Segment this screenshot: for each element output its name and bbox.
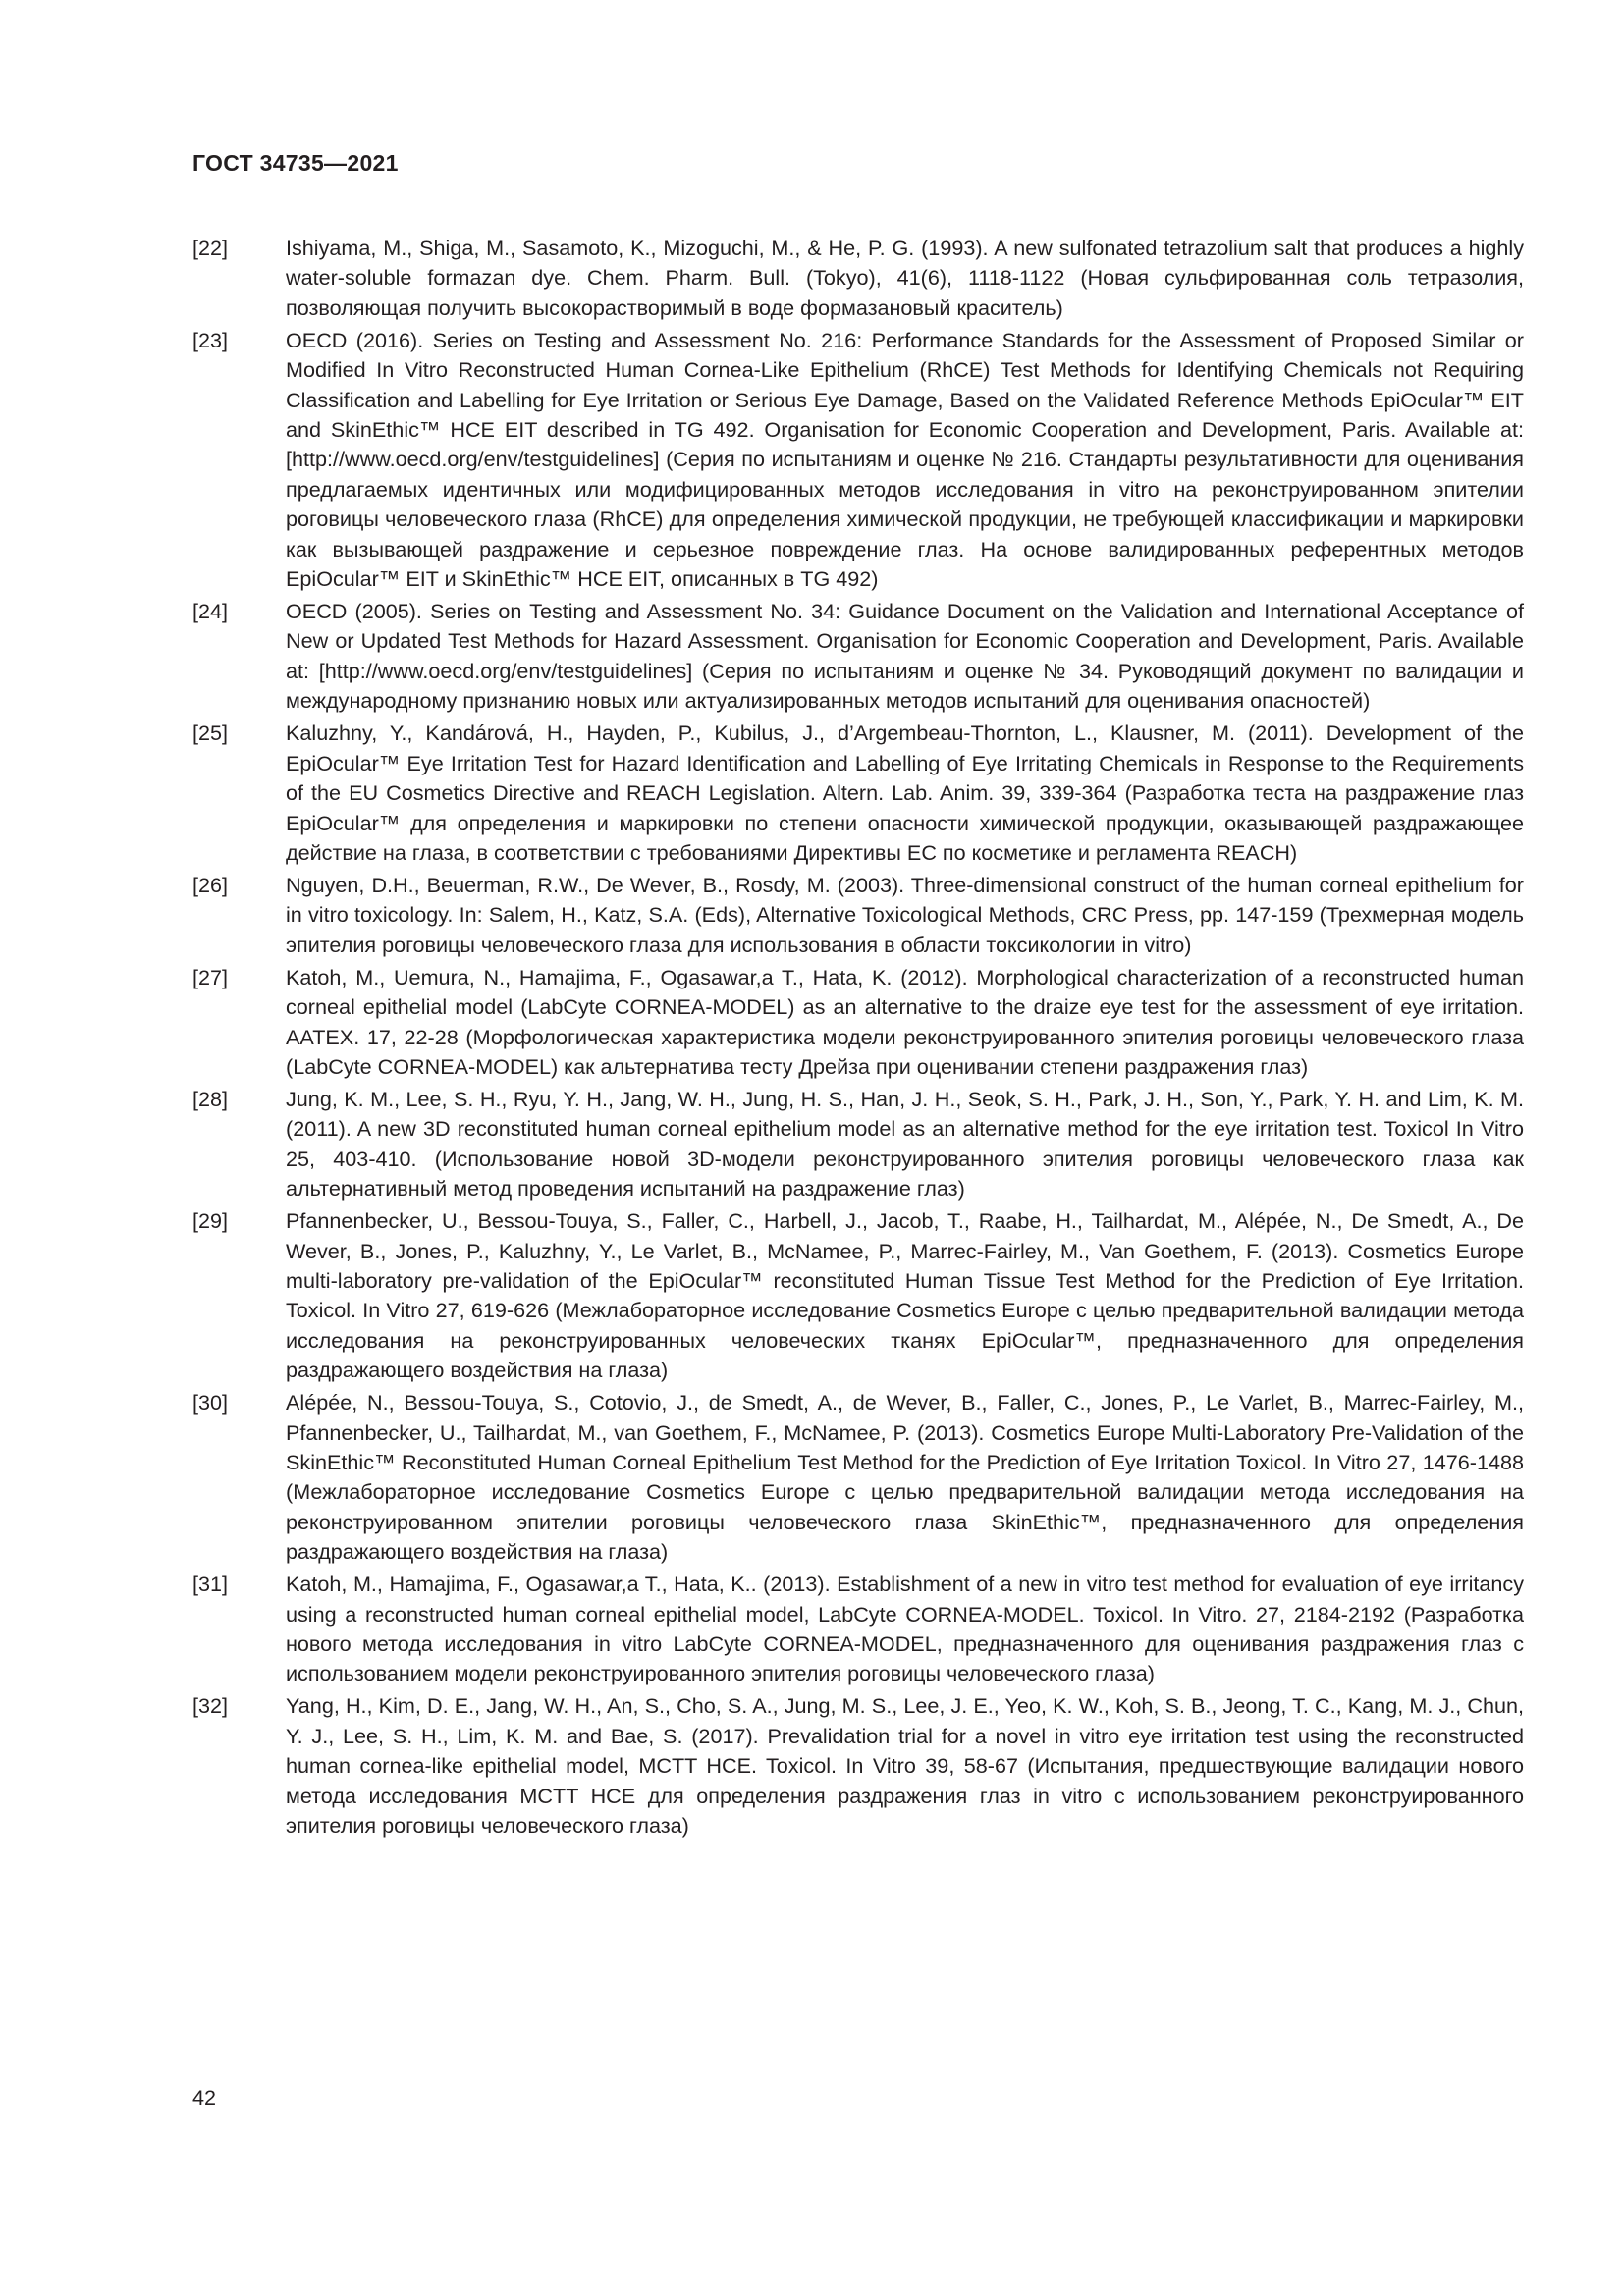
reference-text: Katoh, M., Uemura, N., Hamajima, F., Ogasawar,a T., Hata, K. (2012). Morphological characterization of a reconstructed human corneal epithelial model (LabCyte CORNEA-MODEL) as an alternative to the draize eye test for the assessment of eye irritation. AATEX. 17, 22-28 (Морфологическая характеристика модели реконструированного эпителия роговицы человеческого глаза (LabCyte CORNEA-MODEL) как альтернатива тесту Дрейза при оценивании степени раздражения глаз) — [286, 964, 1524, 1079]
reference-text: Kaluzhny, Y., Kandárová, H., Hayden, P., Kubilus, J., d’Argembeau-Thornton, L., Klausner, M. (2011). Development of the EpiOcular™ Eye Irritation Test for Hazard Identification and Labelling of Eye Irritating Chemicals in Response to the Requirements of the EU Cosmetics Directive and REACH Legislation. Altern. Lab. Anim. 39, 339-364 (Разработка теста на раздражение глаз EpiOcular™ для определения и маркировки по степени опасности химической продукции, оказывающей раздражающее действие на глаза, в соответствии с требованиями Директивы ЕС по косметике и регламента REACH) — [286, 721, 1524, 865]
document-header: ГОСТ 34735—2021 — [192, 150, 399, 176]
reference-text: Ishiyama, M., Shiga, M., Sasamoto, K., Mizoguchi, M., & He, P. G. (1993). A new sulfonated tetrazolium salt that produces a highly water-soluble formazan dye. Chem. Pharm. Bull. (Tokyo), 41(6), 1118-1122 (Новая сульфированная соль тетразолия, позволяющая получить высокорастворимый в воде формазановый краситель) — [286, 236, 1524, 320]
reference-item — [192, 719, 1524, 868]
reference-text: Yang, H., Kim, D. E., Jang, W. H., An, S., Cho, S. A., Jung, M. S., Lee, J. E., Yeo, K. W., Koh, S. B., Jeong, T. C., Kang, M. J., Chun, Y. J., Lee, S. H., Lim, K. M. and Bae, S. (2017). Prevalidation trial for a novel in vitro eye irritation test using the reconstructed human cornea-like epithelial model, MCTT HCE. Toxicol. In Vitro 39, 58-67 (Испытания, предшествующие валидации нового метода исследования MCTT HCE для определения раздражения глаз in vitro с использованием реконструированного эпителия роговицы человеческого глаза) — [286, 1693, 1524, 1839]
reference-item — [192, 963, 1524, 1083]
reference-number: [28] — [192, 1086, 229, 1111]
reference-text: OECD (2016). Series on Testing and Assessment No. 216: Performance Standards for the Assessment of Proposed Similar or Modified In Vitro Reconstructed Human Cornea-Like Epithelium (RhCE) Test Methods for Identifying Chemicals not Requiring Classification and Labelling for Eye Irritation or Serious Eye Damage, Based on the Validated Reference Methods EpiOcular™ EIT and SkinEthic™ HCE EIT described in TG 492. Organisation for Economic Cooperation and Development, Paris. Available at: [http://www.oecd.org/env/testguidelines] (Серия по испытаниям и оценке № 216. Стандарты результативности для оценивания предлагаемых идентичных или модифицированных методов исследования in vitro на реконструированном эпителии роговицы человеческого глаза (RhCE) для определения химической продукции, не требующей классификации и маркировки как вызывающей раздражение и серьезное повреждение глаз. На основе валидированных референтных методов EpiOcular™ EIT и SkinEthic™ HCE EIT, описанных в TG 492) — [286, 327, 1524, 592]
reference-text: OECD (2005). Series on Testing and Assessment No. 34: Guidance Document on the Validation and International Acceptance of New or Updated Test Methods for Hazard Assessment. Organisation for Economic Cooperation and Development, Paris. Available at: [http://www.oecd.org/env/testguidelines] (Серия по испытаниям и оценке № 34. Руководящий документ по валидации и международному признанию новых или актуализированных методов испытаний для оценивания опасностей) — [286, 599, 1524, 714]
reference-item — [192, 234, 1524, 323]
reference-number: [24] — [192, 599, 229, 624]
page-number: 42 — [192, 2085, 217, 2109]
reference-item — [192, 871, 1524, 960]
reference-item — [192, 1206, 1524, 1385]
bibliography-list — [192, 234, 1524, 1843]
reference-number: [30] — [192, 1390, 229, 1415]
reference-item — [192, 1691, 1524, 1841]
reference-number: [26] — [192, 872, 229, 897]
reference-text: Alépée, N., Bessou-Touya, S., Cotovio, J., de Smedt, A., de Wever, B., Faller, C., Jones, P., Le Varlet, B., Marrec-Fairley, M., Pfannenbecker, U., Tailhardat, M., van Goethem, F., McNamee, P. (2013). Cosmetics Europe Multi-Laboratory Pre-Validation of the SkinEthic™ Reconstituted Human Corneal Epithelium Test Method for the Prediction of Eye Irritation Toxicol. In Vitro 27, 1476-1488 (Межлабораторное исследование Cosmetics Europe с целью предварительной валидации метода исследования на реконструированном эпителии роговицы человеческого глаза SkinEthic™, предназначенного для определения раздражающего воздействия на глаза) — [286, 1390, 1524, 1565]
reference-number: [32] — [192, 1693, 229, 1719]
reference-text: Pfannenbecker, U., Bessou-Touya, S., Faller, C., Harbell, J., Jacob, T., Raabe, H., Tailhardat, M., Alépée, N., De Smedt, A., De Wever, B., Jones, P., Kaluzhny, Y., Le Varlet, B., McNamee, P., Marrec-Fairley, M., Van Goethem, F. (2013). Cosmetics Europe multi-laboratory pre-validation of the EpiOcular™ reconstituted Human Tissue Test Method for the Prediction of Eye Irritation. Toxicol. In Vitro 27, 619-626 (Межлабораторное исследование Cosmetics Europe с целью предварительной валидации метода исследования на реконструированных человеческих тканях EpiOcular™, предназначенного для определения раздражающего воздействия на глаза) — [286, 1208, 1524, 1383]
reference-text: Katoh, M., Hamajima, F., Ogasawar,a T., Hata, K.. (2013). Establishment of a new in vitro test method for evaluation of eye irritancy using a reconstructed human corneal epithelial model, LabCyte CORNEA-MODEL. Toxicol. In Vitro. 27, 2184-2192 (Разработка нового метода исследования in vitro LabCyte CORNEA-MODEL, предназначенного для оценивания раздражения глаз с использованием модели реконструированного эпителия роговицы человеческого глаза) — [286, 1572, 1524, 1686]
reference-item — [192, 1085, 1524, 1204]
reference-item — [192, 1570, 1524, 1689]
reference-number: [23] — [192, 327, 229, 352]
reference-number: [22] — [192, 236, 229, 260]
reference-number: [27] — [192, 964, 229, 989]
reference-number: [29] — [192, 1208, 229, 1234]
reference-item — [192, 597, 1524, 717]
reference-item — [192, 326, 1524, 595]
reference-item — [192, 1388, 1524, 1567]
reference-number: [25] — [192, 721, 229, 746]
reference-text: Nguyen, D.H., Beuerman, R.W., De Wever, B., Rosdy, M. (2003). Three-dimensional construct of the human corneal epithelium for in vitro toxicology. In: Salem, H., Katz, S.A. (Eds), Alternative Toxicological Methods, CRC Press, pp. 147-159 (Трехмерная модель эпителия роговицы человеческого глаза для использования в области токсикологии in vitro) — [286, 872, 1524, 957]
reference-number: [31] — [192, 1572, 229, 1597]
reference-text: Jung, K. M., Lee, S. H., Ryu, Y. H., Jang, W. H., Jung, H. S., Han, J. H., Seok, S. H., Park, J. H., Son, Y., Park, Y. H. and Lim, K. M. (2011). A new 3D reconstituted human corneal epithelium model as an alternative method for the eye irritation test. Toxicol In Vitro 25, 403-410. (Использование новой 3D-модели реконструированного эпителия роговицы человеческого глаза как альтернативный метод проведения испытаний на раздражение глаз) — [286, 1086, 1524, 1201]
